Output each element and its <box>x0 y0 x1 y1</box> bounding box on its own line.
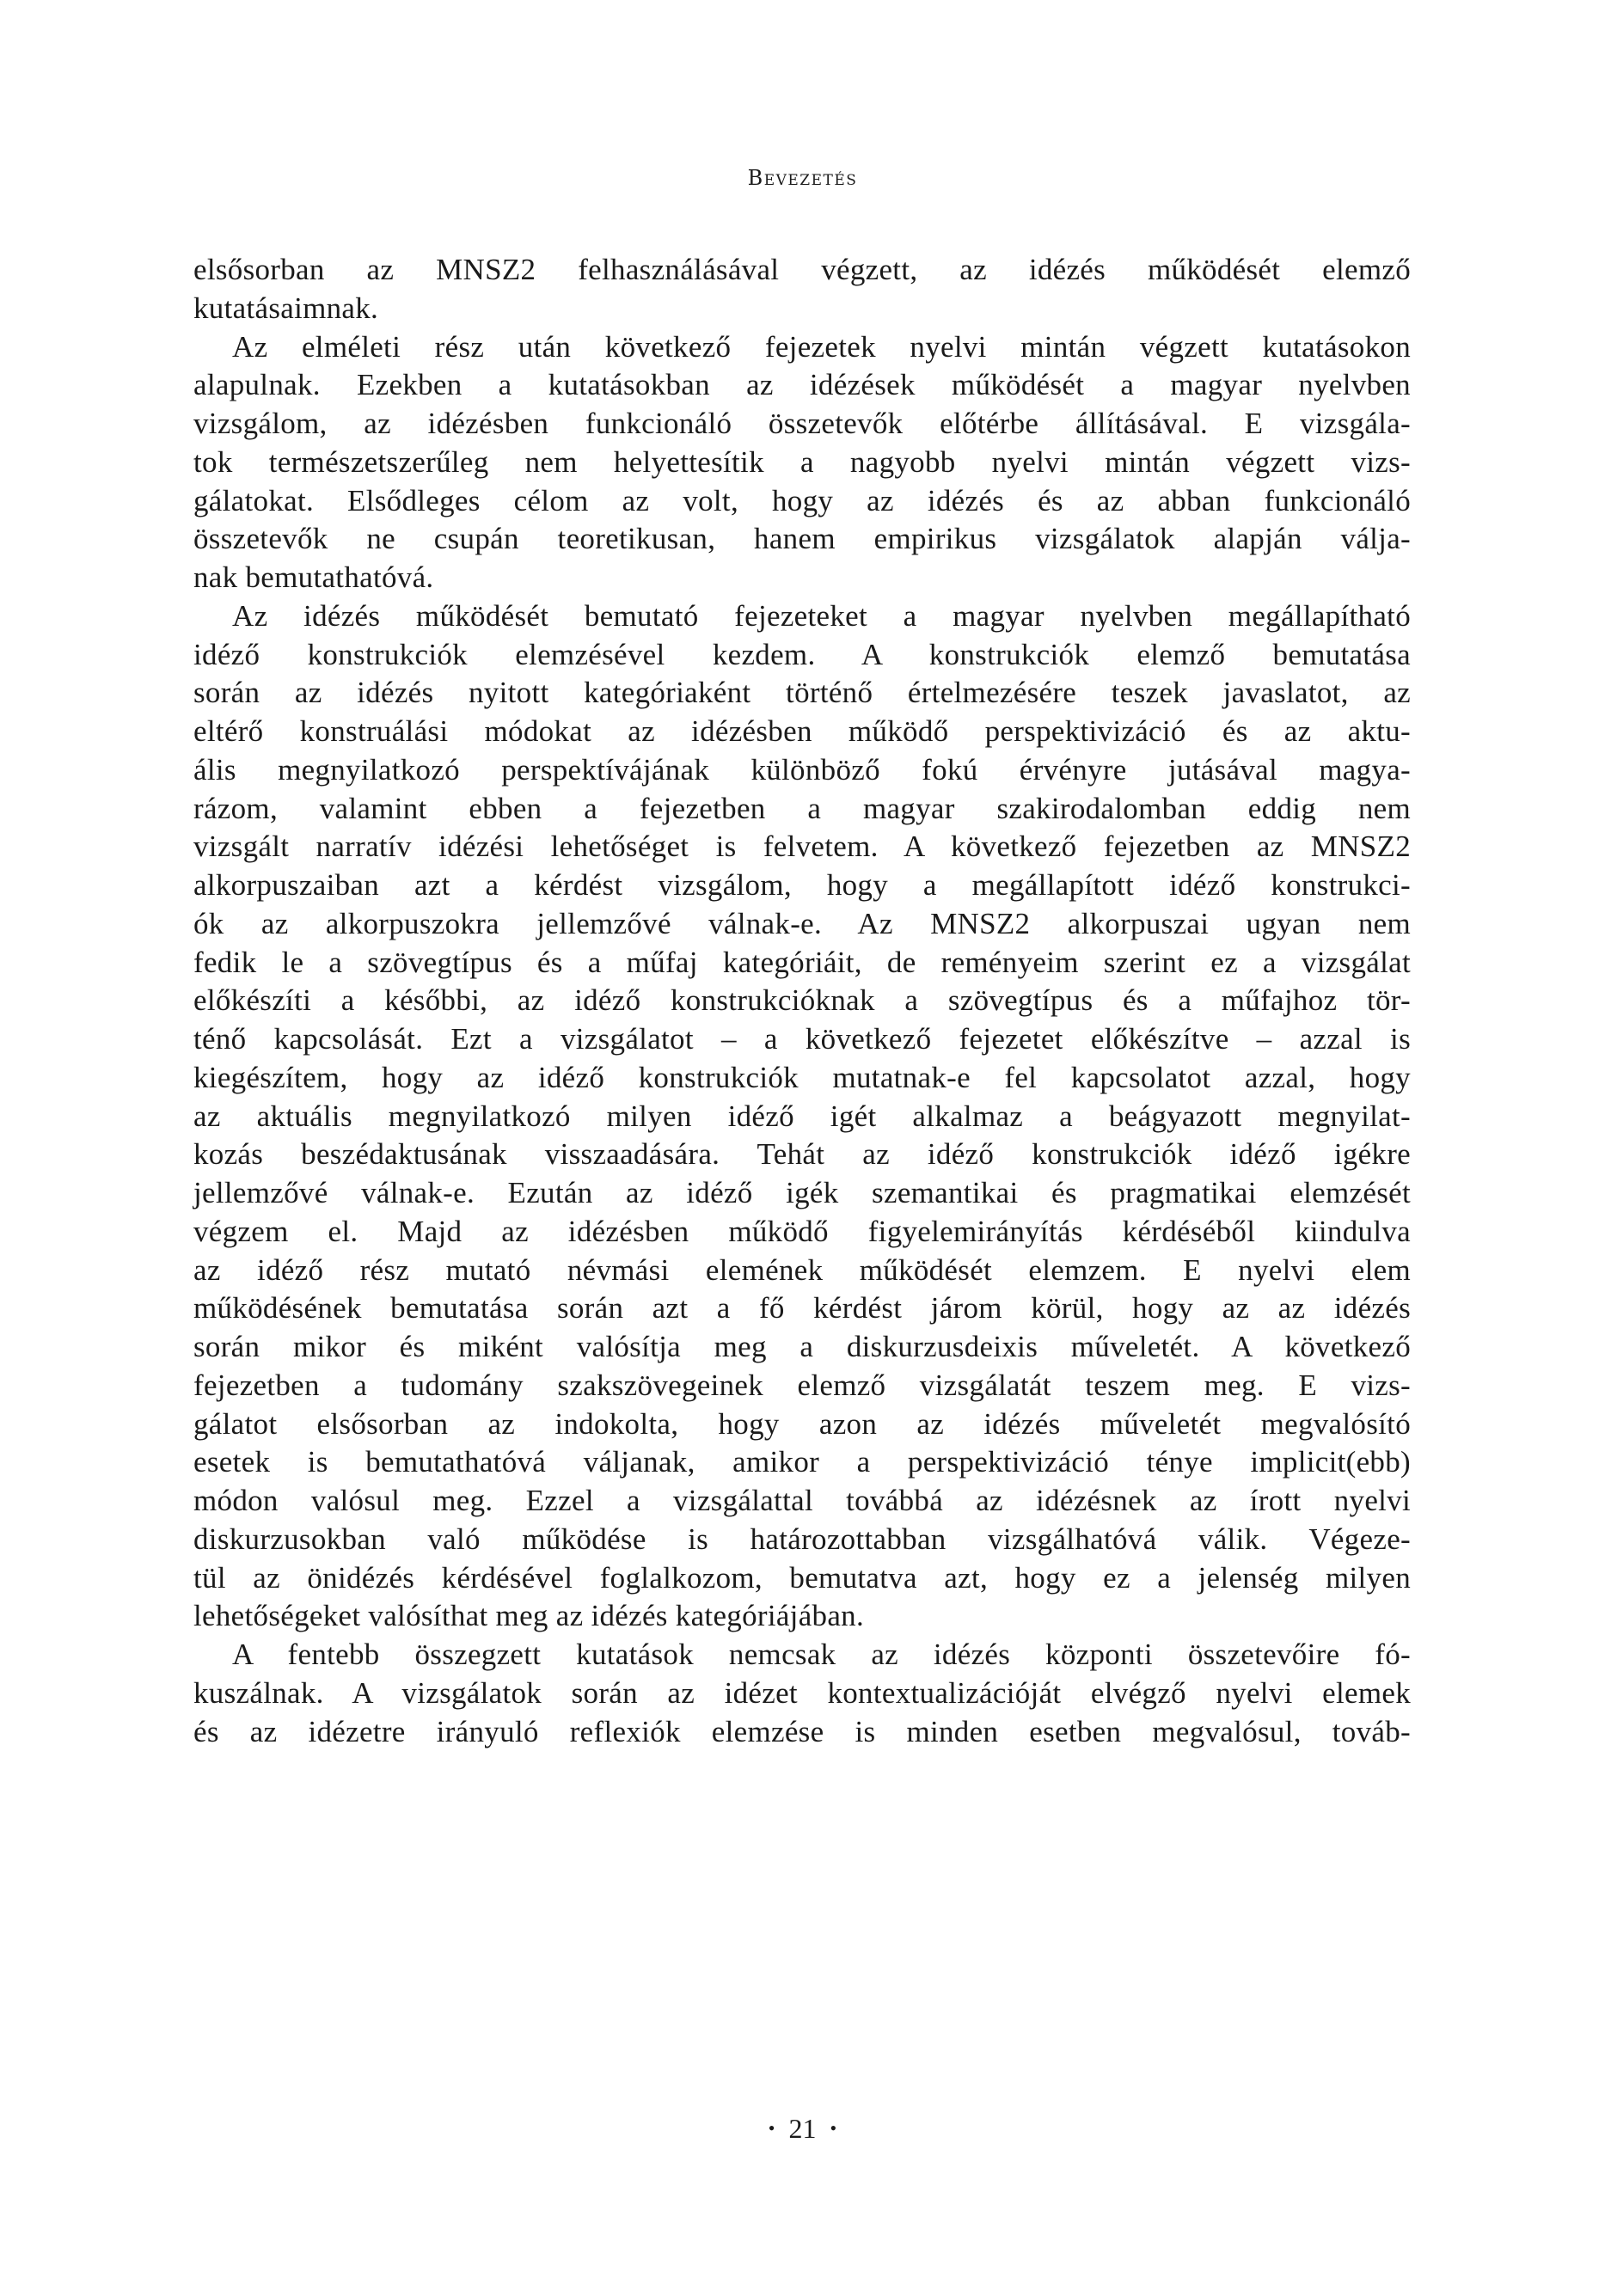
page-footer <box>0 2113 1605 2145</box>
text-line: rázom, valamint ebben a fejezetben a magyar szakirodalomban eddig nem <box>193 791 1411 825</box>
text-line: esetek is bemutathatóvá váljanak, amikor a perspektivizáció ténye implicit(ebb) <box>193 1445 1411 1479</box>
text-line: eltérő konstruálási módokat az idézésben működő perspektivizáció és az aktu- <box>193 714 1411 748</box>
text-line: vizsgált narratív idézési lehetőséget is felvetem. A következő fejezetben az MNSZ2 <box>193 830 1411 864</box>
text-line: az aktuális megnyilatkozó milyen idéző igét alkalmaz a beágyazott megnyilat- <box>193 1099 1411 1133</box>
text-line: és az idézetre irányuló reflexiók elemzése is minden esetben megvalósul, továb- <box>193 1714 1411 1748</box>
text-line: lehetőségeket valósíthat meg az idézés kategóriájában. <box>193 1599 865 1633</box>
text-line: fedik le a szövegtípus és a műfaj kategóriáit, de reményeim szerint ez a vizsgálat <box>193 945 1411 979</box>
text-line: jellemzővé válnak-e. Ezután az idéző igék szemantikai és pragmatikai elemzését <box>193 1176 1411 1209</box>
text-line: ális megnyilatkozó perspektívájának különböző fokú érvényre jutásával magya- <box>193 752 1411 787</box>
text-line: végzem el. Majd az idézésben működő figyelemirányítás kérdéséből kiindulva <box>193 1214 1411 1248</box>
text-line: idéző konstrukciók elemzésével kezdem. A konstrukciók elemző bemutatása <box>193 637 1411 671</box>
text-line: összetevők ne csupán teoretikusan, hanem empirikus vizsgálatok alapján válja- <box>193 522 1411 556</box>
text-line: alkorpuszaiban azt a kérdést vizsgálom, hogy a megállapított idéző konstrukci- <box>193 868 1411 902</box>
paragraph <box>193 1636 1411 1751</box>
text-line: előkészíti a későbbi, az idéző konstrukcióknak a szövegtípus és a műfajhoz tör- <box>193 983 1411 1018</box>
text-line: alapulnak. Ezekben a kutatásokban az idézések működését a magyar nyelvben <box>193 368 1411 402</box>
text-line: fejezetben a tudomány szakszövegeinek elemző vizsgálatát teszem meg. E vizs- <box>193 1368 1411 1402</box>
ornament-dot-right: • <box>830 2117 837 2139</box>
text-line: gálatokat. Elsődleges célom az volt, hogy az idézés és az abban funkcionáló <box>193 483 1411 517</box>
text-line: az idéző rész mutató névmási elemének működését elemzem. E nyelvi elem <box>193 1252 1411 1287</box>
text-line: tok természetszerűleg nem helyettesítik a nagyobb nyelvi mintán végzett vizs- <box>193 444 1411 479</box>
text-line: ók az alkorpuszokra jellemzővé válnak-e. Az MNSZ2 alkorpuszai ugyan nem <box>193 906 1411 940</box>
text-line: Az idézés működését bemutató fejezeteket a magyar nyelvben megállapítható <box>232 598 1411 633</box>
paragraph <box>193 251 1411 328</box>
text-line: nak bemutathatóvá. <box>193 560 434 594</box>
paragraph <box>193 328 1411 597</box>
text-line: gálatot elsősorban az indokolta, hogy azon az idézés műveletét megvalósító <box>193 1406 1411 1441</box>
text-line: során az idézés nyitott kategóriaként történő értelmezésére teszek javaslatot, az <box>193 676 1411 710</box>
body-text <box>193 251 1411 1751</box>
page-number: 21 <box>788 2113 817 2144</box>
text-line: kozás beszédaktusának visszaadására. Tehát az idéző konstrukciók idéző igékre <box>193 1137 1411 1172</box>
text-line: kutatásaimnak. <box>193 291 379 325</box>
text-line: elsősorban az MNSZ2 felhasználásával végzett, az idézés működését elemző <box>193 253 1411 286</box>
paragraph <box>193 597 1411 1636</box>
text-line: Az elméleti rész után következő fejezetek nyelvi mintán végzett kutatásokon <box>232 329 1411 364</box>
text-line: működésének bemutatása során azt a fő kérdést járom körül, hogy az az idézés <box>193 1291 1411 1326</box>
text-line: vizsgálom, az idézésben funkcionáló összetevők előtérbe állításával. E vizsgála- <box>193 407 1411 440</box>
text-line: tül az önidézés kérdésével foglalkozom, bemutatva azt, hogy ez a jelenség milyen <box>193 1560 1411 1595</box>
text-line: kiegészítem, hogy az idéző konstrukciók mutatnak-e fel kapcsolatot azzal, hogy <box>193 1060 1411 1094</box>
text-line: ténő kapcsolását. Ezt a vizsgálatot – a következő fejezetet előkészítve – azzal is <box>193 1022 1411 1056</box>
running-head: Bevezetés <box>747 166 858 190</box>
ornament-dot-left: • <box>768 2117 775 2139</box>
text-line: diskurzusokban való működése is határozottabban vizsgálhatóvá válik. Végeze- <box>193 1521 1411 1556</box>
text-line: A fentebb összegzett kutatások nemcsak az idézés központi összetevőire fó- <box>232 1638 1411 1671</box>
text-line: során mikor és miként valósítja meg a diskurzusdeixis műveletét. A következő <box>193 1330 1411 1363</box>
text-line: kuszálnak. A vizsgálatok során az idézet kontextualizációját elvégző nyelvi elemek <box>193 1675 1411 1710</box>
text-line: módon valósul meg. Ezzel a vizsgálattal továbbá az idézésnek az írott nyelvi <box>193 1484 1411 1517</box>
